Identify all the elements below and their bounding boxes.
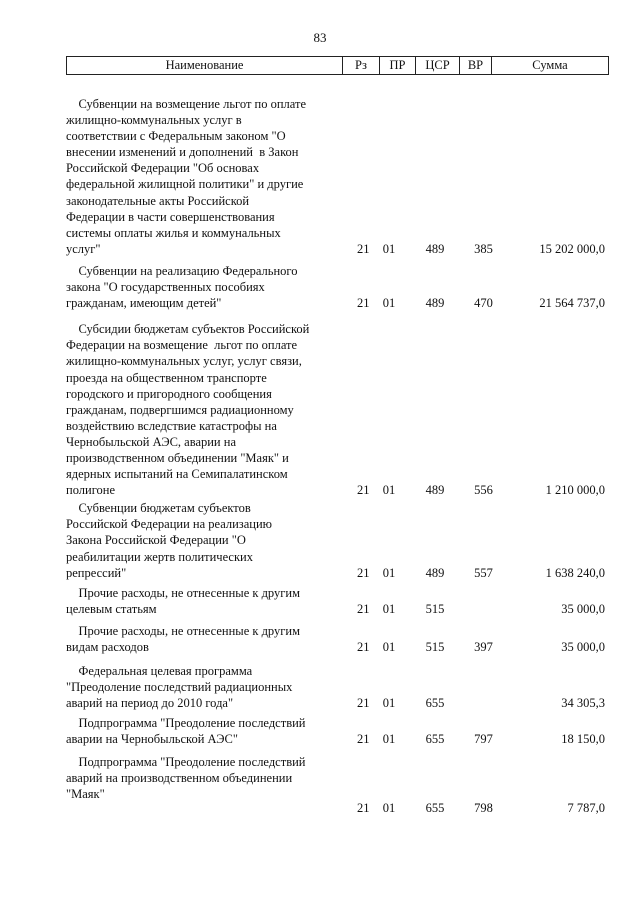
row-csr: 655 <box>425 732 445 747</box>
table-body <box>66 96 607 816</box>
row-csr: 489 <box>425 241 445 256</box>
row-csr: 655 <box>425 696 445 711</box>
page-number: 83 <box>313 30 327 45</box>
table-row <box>66 263 607 311</box>
row-name: Прочие расходы, не отнесенные к другим целевым статьям <box>66 585 300 616</box>
row-csr: 489 <box>425 296 445 311</box>
header-csr: ЦСР <box>415 57 459 74</box>
row-pr: 01 <box>382 696 396 711</box>
row-vr: 797 <box>474 732 493 747</box>
row-name: Подпрограмма "Преодоление последствий аварий на производственном объединении "Маяк" <box>66 754 306 801</box>
row-name: Подпрограмма "Преодоление последствий аварии на Чернобыльской АЭС" <box>66 716 306 747</box>
row-pr: 01 <box>382 241 396 256</box>
row-rz: 21 <box>357 800 370 815</box>
row-vr: 557 <box>474 565 493 580</box>
row-pr: 01 <box>382 601 396 616</box>
row-sum: 1 210 000,0 <box>545 483 605 498</box>
row-vr: 385 <box>474 241 493 256</box>
row-rz: 21 <box>357 601 370 616</box>
row-sum: 21 564 737,0 <box>539 296 605 311</box>
row-name: Субвенции на возмещение льгот по оплате жилищно-коммунальных услуг в соответствии с Федеральным законом "О внесении изменений и дополнений в Закон Российской Федерации "Об основах федеральной жилищной политики" и другие законодательные акты Российской Федерации в части совершенствования системы оплаты жилья и коммунальных услуг" <box>66 97 307 256</box>
row-sum: 7 787,0 <box>567 800 605 815</box>
row-sum: 1 638 240,0 <box>545 565 605 580</box>
row-csr: 489 <box>425 483 445 498</box>
table-row <box>66 500 607 580</box>
row-vr: 556 <box>474 483 493 498</box>
row-rz: 21 <box>357 241 370 256</box>
header-rz: Рз <box>342 57 379 74</box>
row-name: Прочие расходы, не отнесенные к другим видам расходов <box>66 623 300 654</box>
row-vr: 397 <box>474 640 493 654</box>
header-sum: Сумма <box>491 57 608 74</box>
row-pr: 01 <box>382 640 396 654</box>
row-csr: 515 <box>425 640 445 654</box>
table-row <box>66 663 607 711</box>
row-pr: 01 <box>382 296 396 311</box>
row-vr: 798 <box>474 800 493 815</box>
row-rz: 21 <box>357 296 370 311</box>
row-pr: 01 <box>382 565 396 580</box>
row-rz: 21 <box>357 483 370 498</box>
row-sum: 34 305,3 <box>561 696 605 711</box>
header-name: Наименование <box>165 58 244 72</box>
table-row <box>66 321 607 498</box>
row-rz: 21 <box>357 732 370 747</box>
row-rz: 21 <box>357 565 370 580</box>
row-pr: 01 <box>382 800 396 815</box>
row-name: Субсидии бюджетам субъектов Российской Федерации на возмещение льгот по оплате жилищно-коммунальных услуг, услуг связи, проезда на общественном транспорте городского и пригородного сообщения гражданам, подвергшимся радиационному воздействию вследствие катастрофы на Чернобыльской АЭС, аварии на производственном объединении "Маяк" и ядерных испытаний на Семипалатинском полигоне <box>66 322 310 498</box>
row-name: Субвенции бюджетам субъектов Российской Федерации на реализацию Закона Российской Федерации "О реабилитации жертв политических репрессий" <box>66 501 272 580</box>
row-rz: 21 <box>357 696 370 711</box>
row-sum: 18 150,0 <box>561 732 605 747</box>
row-name: Федеральная целевая программа "Преодоление последствий радиационных аварий на период до 2010 года" <box>66 664 293 711</box>
table-row <box>66 754 607 816</box>
table-row <box>66 585 607 617</box>
row-sum: 15 202 000,0 <box>539 241 605 256</box>
row-csr: 655 <box>425 800 445 815</box>
table-row <box>66 715 607 747</box>
row-csr: 489 <box>425 565 445 580</box>
row-vr: 470 <box>474 296 493 311</box>
row-sum: 35 000,0 <box>561 640 605 654</box>
table-header <box>66 56 609 75</box>
row-csr: 515 <box>425 601 445 616</box>
row-pr: 01 <box>382 732 396 747</box>
table-row <box>66 96 607 257</box>
header-pr: ПР <box>379 57 415 74</box>
table-row <box>66 623 607 655</box>
row-name: Субвенции на реализацию Федерального закона "О государственных пособиях гражданам, имеющим детей" <box>66 263 298 311</box>
row-pr: 01 <box>382 483 396 498</box>
row-rz: 21 <box>357 640 370 654</box>
row-sum: 35 000,0 <box>561 601 605 616</box>
header-vr: ВР <box>459 57 491 74</box>
